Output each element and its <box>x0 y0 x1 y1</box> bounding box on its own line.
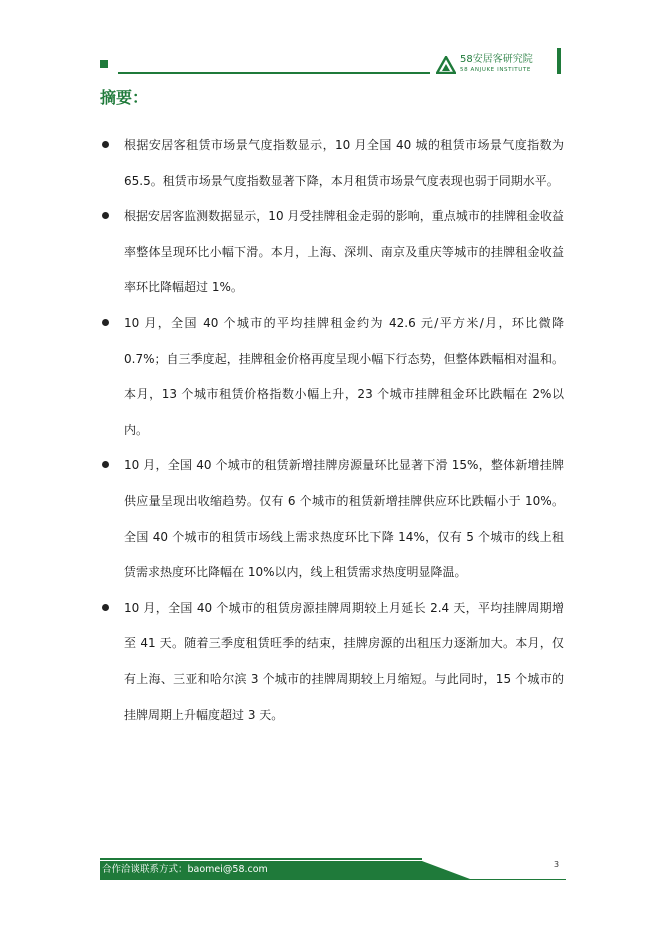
page-title: 摘要： <box>100 88 149 107</box>
summary-item: 10 月，全国 40 个城市的租赁新增挂牌房源量环比显著下滑 15%，整体新增挂牌供应量呈现出收缩趋势。仅有 6 个城市的租赁新增挂牌供应环比跌幅小于 10%。全国 40 个城市的租赁市场线上需求热度环比下降 14%，仅有 5 个城市的线上租赁需求热度环比降幅在 10%以内，线上租赁需求热度明显降温。 <box>100 448 564 590</box>
summary-item: 根据安居客监测数据显示，10 月受挂牌租金走弱的影响，重点城市的挂牌租金收益率整体呈现环比小幅下滑。本月，上海、深圳、南京及重庆等城市的挂牌租金收益率环比降幅超过 1%。 <box>100 199 564 306</box>
logo-mountain-icon <box>436 56 456 74</box>
header-square-mark <box>100 60 108 68</box>
page-number: 3 <box>554 860 560 869</box>
summary-list <box>100 128 564 733</box>
footer-bottom-rule <box>100 879 566 880</box>
header-vertical-bar <box>557 48 561 74</box>
summary-item: 根据安居客租赁市场景气度指数显示，10 月全国 40 城的租赁市场景气度指数为 65.5。租赁市场景气度指数显著下降，本月租赁市场景气度表现也弱于同期水平。 <box>100 128 564 199</box>
institute-logo <box>436 54 556 76</box>
logo-name: 58安居客研究院 <box>460 54 533 65</box>
summary-item: 10 月，全国 40 个城市的租赁房源挂牌周期较上月延长 2.4 天，平均挂牌周期增至 41 天。随着三季度租赁旺季的结束，挂牌房源的出租压力逐渐加大。本月，仅有上海、三亚和哈尔滨 3 个城市的挂牌周期较上月缩短。与此同时，15 个城市的挂牌周期上升幅度超过 3 天。 <box>100 591 564 733</box>
logo-subtitle: 58 ANJUKE INSTITUTE <box>460 67 531 73</box>
header-rule <box>118 72 430 74</box>
summary-item: 10 月，全国 40 个城市的平均挂牌租金约为 42.6 元/平方米/月，环比微降 0.7%；自三季度起，挂牌租金价格再度呈现小幅下行态势，但整体跌幅相对温和。本月，13 个城市租赁价格指数小幅上升，23 个城市挂牌租金环比跌幅在 2%以内。 <box>100 306 564 448</box>
footer-contact: 合作洽谈联系方式：baomei@58.com <box>102 864 268 875</box>
footer-top-rule <box>100 858 422 860</box>
